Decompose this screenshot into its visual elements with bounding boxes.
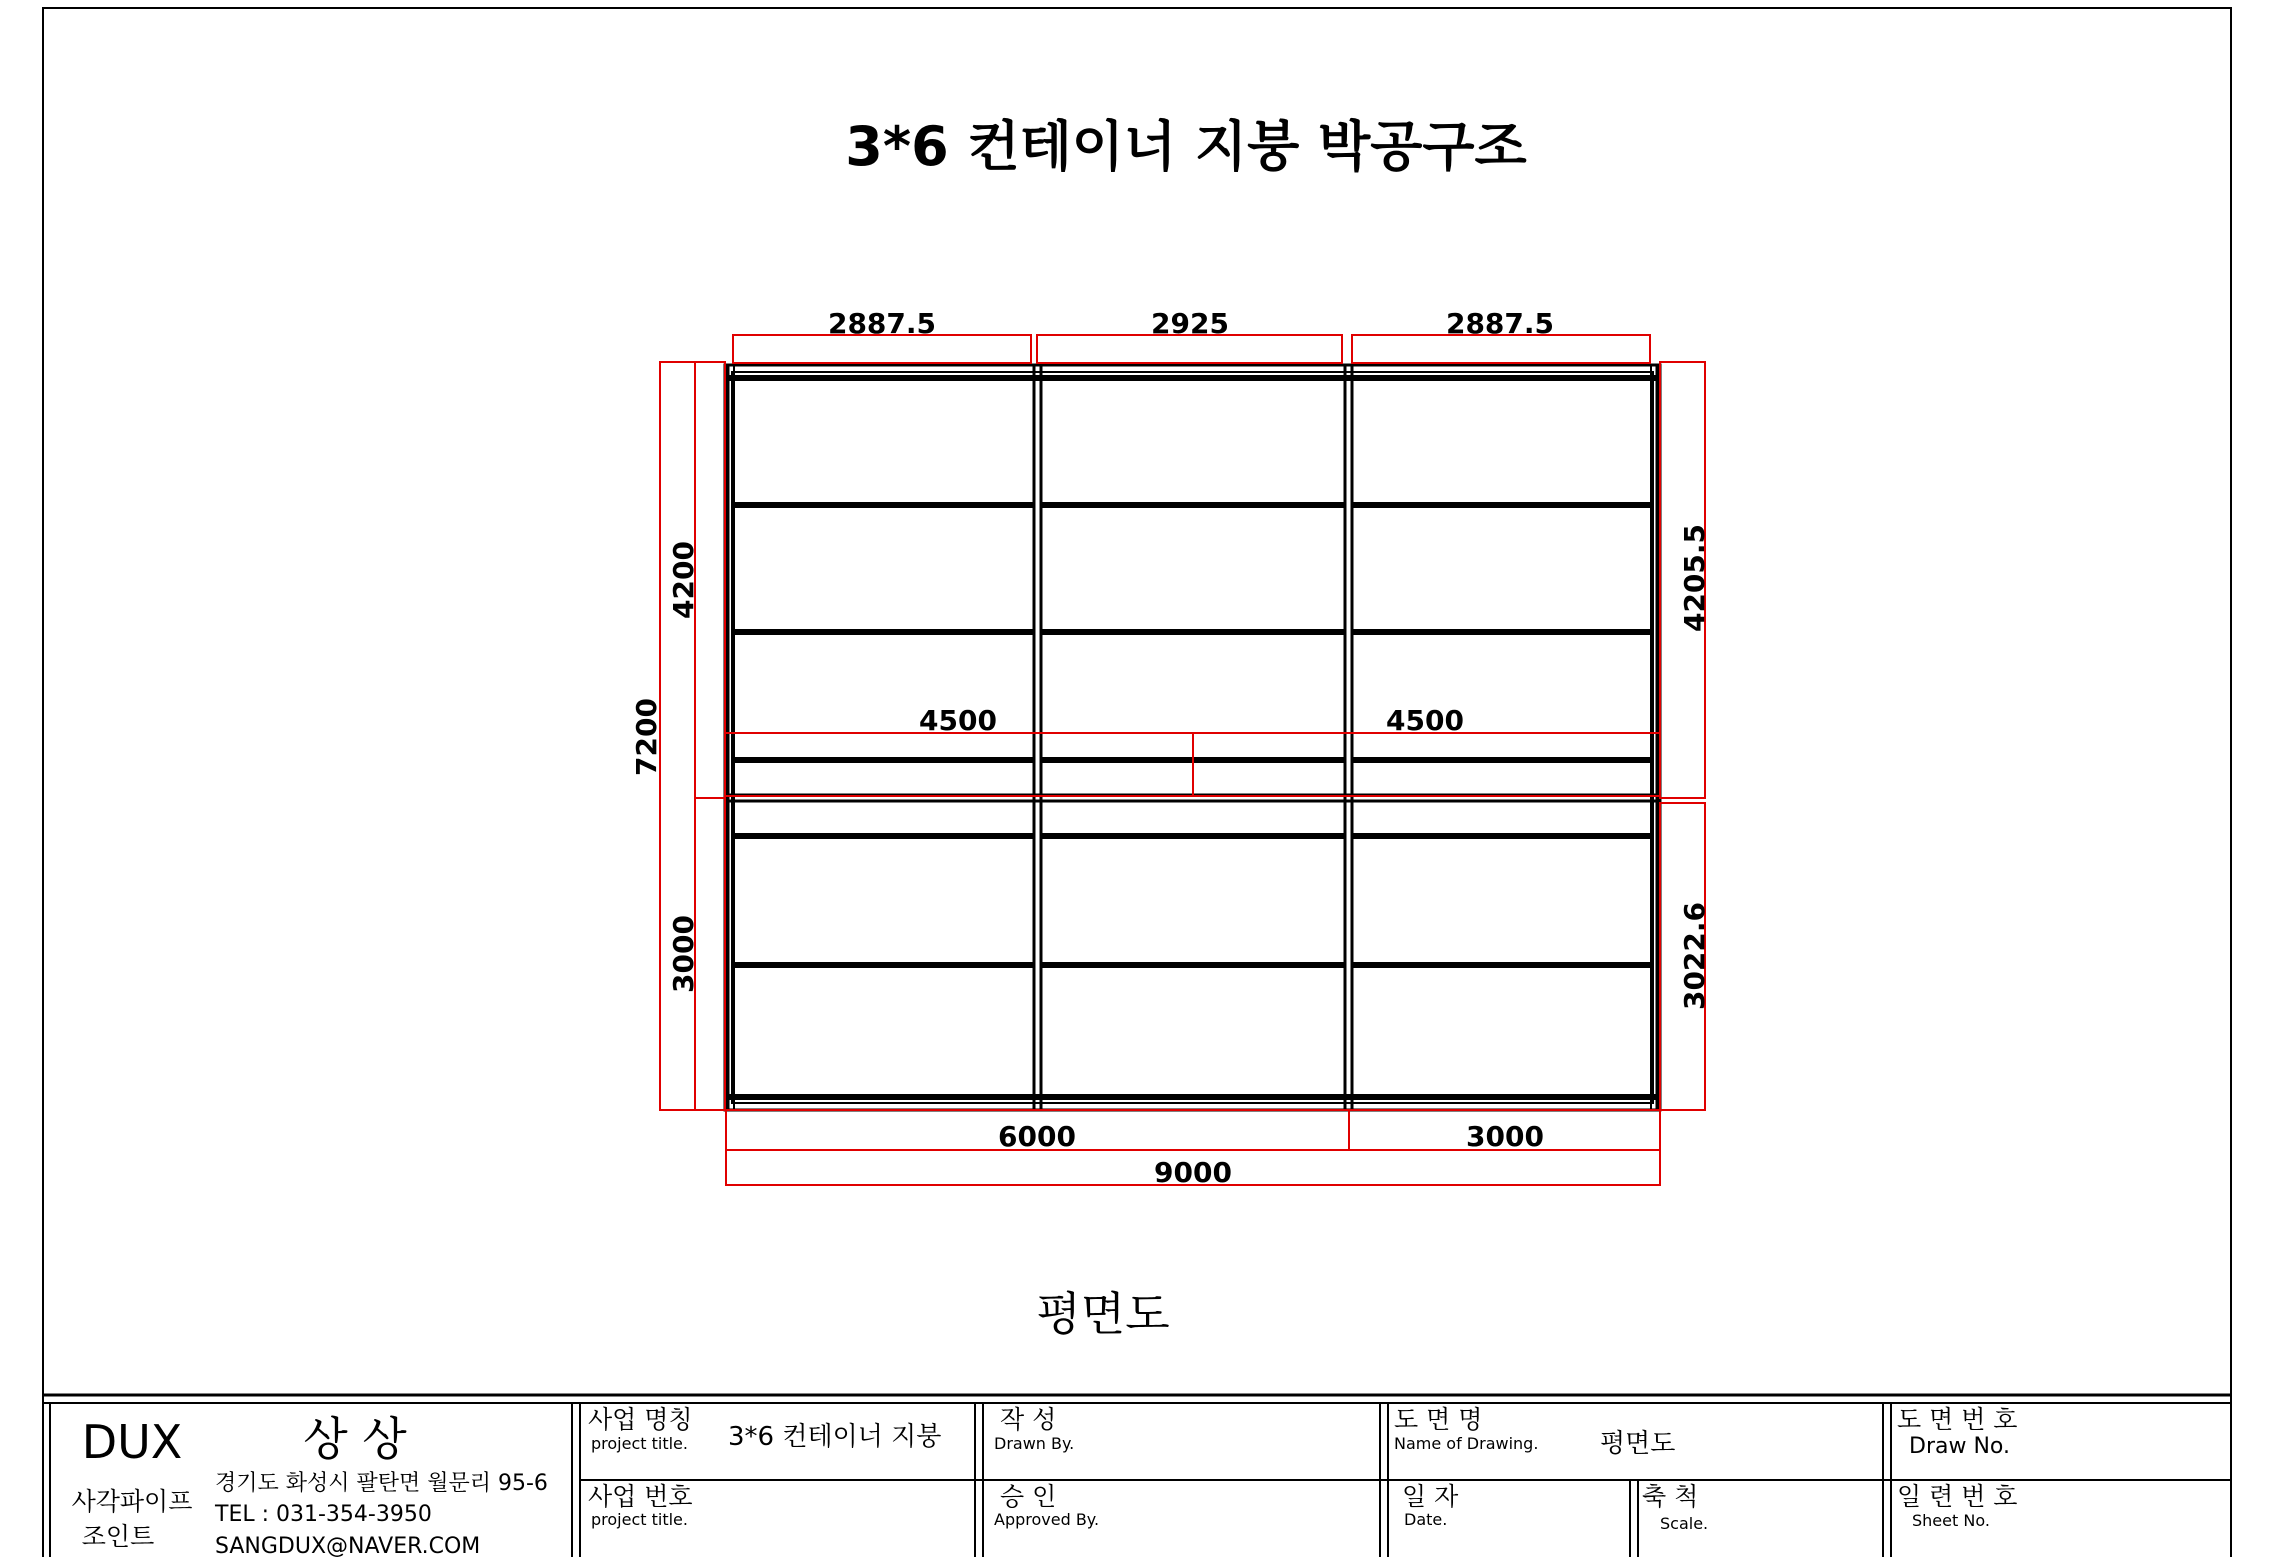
tb-project-no-ko: 사업 번호 [588,1482,693,1511]
dim-right-upper: 4205.5 [1678,523,1711,633]
tb-address: 경기도 화성시 팔탄면 월문리 95-6 [215,1471,548,1496]
tb-email: SANGDUX@NAVER.COM [215,1534,481,1557]
dim-bottom-left: 6000 [998,1120,1076,1153]
dim-top-seg-1: 2887.5 [827,307,937,340]
tb-company: 상 상 [303,1412,407,1466]
tb-product-line1: 사각파이프 [71,1487,193,1516]
tb-project-name-en: project title. [591,1434,688,1453]
dim-bottom-total: 9000 [1154,1156,1232,1189]
tb-drawing-name-en: Name of Drawing. [1394,1434,1539,1453]
view-name: 평면도 [1036,1287,1170,1341]
tb-sheet-no-en: Sheet No. [1912,1511,1990,1530]
dim-right-lower: 3022.6 [1678,901,1711,1011]
tb-drawn-ko: 작 성 [1000,1405,1057,1434]
dim-mid-right-box [1193,733,1660,796]
tb-approved-en: Approved By. [994,1510,1100,1529]
tb-project-name-value: 3*6 컨테이너 지붕 [728,1422,942,1452]
tb-date-ko: 일 자 [1402,1482,1459,1511]
dim-left-lower: 3000 [667,915,700,993]
tb-approved-ko: 승 인 [1000,1482,1057,1511]
tb-draw-no-en: Draw No. [1909,1434,2010,1459]
tb-tel: TEL : 031-354-3950 [215,1502,432,1527]
dim-mid-left-box [725,733,1193,796]
tb-scale-en: Scale. [1660,1514,1709,1533]
dim-left-total-box [660,362,695,1110]
tb-project-no-en: project title. [591,1510,688,1529]
tb-drawing-name-ko: 도 면 명 [1394,1405,1483,1434]
tb-brand: DUX [81,1415,183,1469]
tb-scale-ko: 축 척 [1642,1482,1699,1511]
dim-top-seg-3: 2887.5 [1445,307,1555,340]
tb-project-name-ko: 사업 명칭 [588,1405,693,1434]
dimension-labels [630,307,1711,1189]
tb-draw-no-ko: 도 면 번 호 [1897,1405,2018,1434]
tb-product-line2: 조인트 [81,1522,155,1551]
drawing-title: 3*6 컨테이너 지붕 박공구조 [845,115,1527,178]
tb-date-en: Date. [1404,1510,1448,1529]
dim-bottom-right: 3000 [1466,1120,1544,1153]
dim-mid-right: 4500 [1386,704,1464,737]
tb-drawn-en: Drawn By. [994,1434,1075,1453]
dim-mid-left: 4500 [919,704,997,737]
dim-left-total: 7200 [630,698,663,776]
dim-left-upper: 4200 [667,541,700,619]
dim-top-seg-2: 2925 [1151,307,1229,340]
tb-sheet-no-ko: 일 련 번 호 [1897,1482,2018,1511]
tb-drawing-name-value: 평면도 [1600,1429,1676,1459]
